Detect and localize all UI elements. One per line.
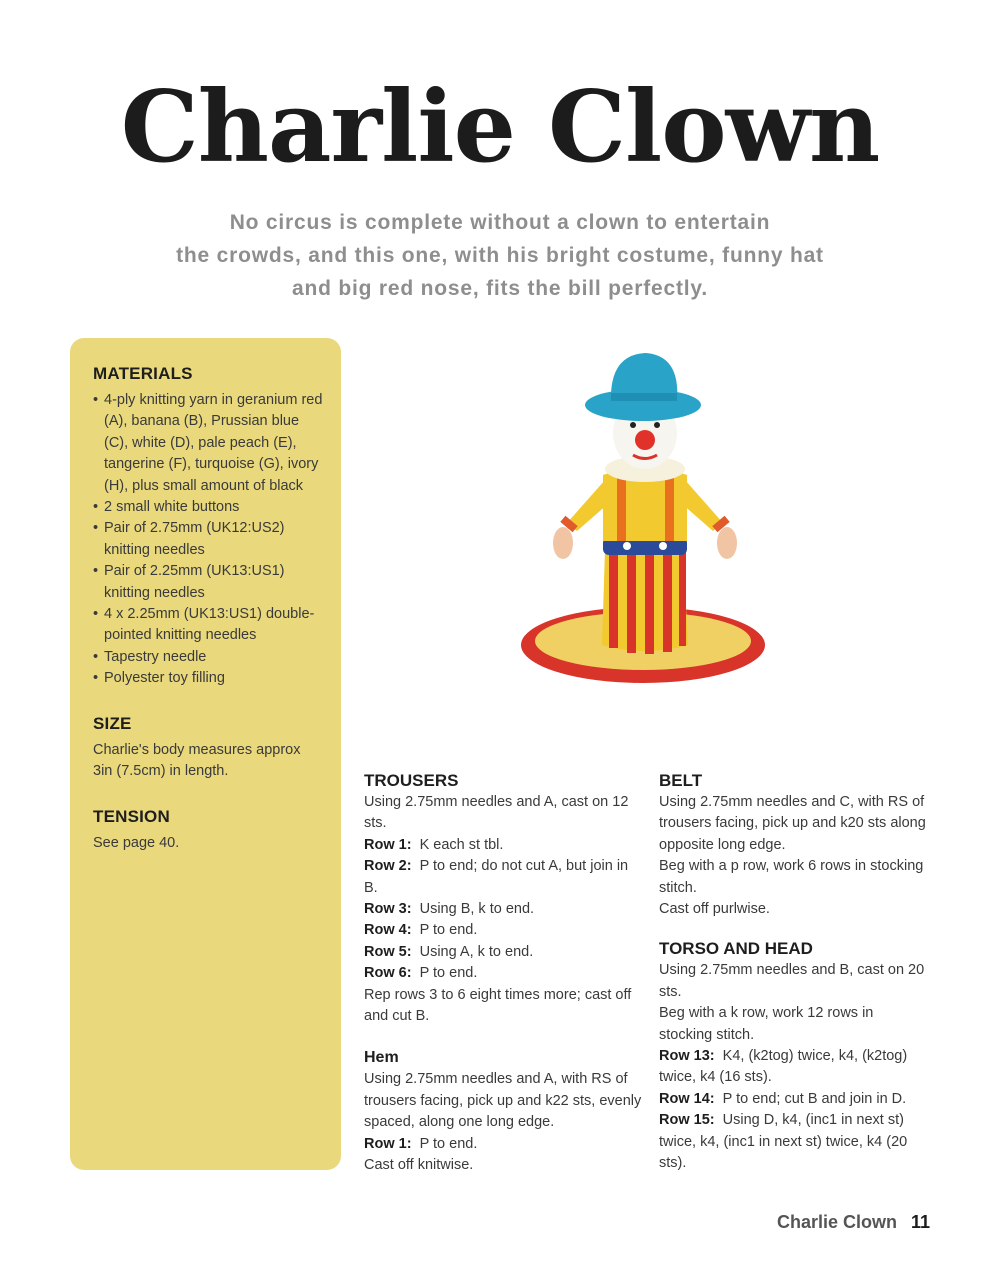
- materials-item: • Polyester toy filling: [93, 668, 323, 689]
- right-hand: [717, 527, 737, 559]
- intro-line-1: No circus is complete without a clown to entertain: [229, 211, 771, 234]
- belt-text-3: Cast off purlwise.: [659, 901, 770, 918]
- materials-item: • Tapestry needle: [93, 647, 323, 668]
- page-title: Charlie Clown: [120, 70, 880, 185]
- belt-text-2: Beg with a p row, work 6 rows in stocking stitch.: [659, 858, 924, 896]
- materials-item: • Pair of 2.25mm (UK13:US1) knitting needles: [93, 561, 323, 604]
- hem-intro: Using 2.75mm needles and A, with RS of trousers facing, pick up and k22 sts, evenly spaced, along one long edge.: [364, 1071, 642, 1131]
- page-number: 11: [910, 1212, 930, 1232]
- torso-text-2: Beg with a k row, work 12 rows in stocking stitch.: [659, 1005, 874, 1043]
- trousers-row: Row 1: K each st tbl.: [364, 836, 504, 853]
- right-brace: [665, 473, 674, 541]
- red-nose: [635, 430, 655, 450]
- clown-photo: [505, 345, 785, 690]
- torso-text-1: Using 2.75mm needles and B, cast on 20 sts.: [659, 962, 925, 1000]
- tension-heading: TENSION: [93, 806, 170, 826]
- intro-line-2: the crowds, and this one, with his bright costume, funny hat: [176, 244, 824, 267]
- intro-text: [120, 206, 880, 305]
- intro-line-3: and big red nose, fits the bill perfectly.: [292, 277, 708, 300]
- trousers-row: Row 4: P to end.: [364, 922, 478, 939]
- torso-row: Row 14: P to end; cut B and join in D.: [659, 1090, 907, 1107]
- hem-row: Row 1: P to end.: [364, 1135, 478, 1152]
- materials-list: [93, 390, 323, 690]
- torso-heading: TORSO AND HEAD: [659, 939, 813, 959]
- trousers-row: Row 5: Using A, k to end.: [364, 943, 534, 960]
- size-text: Charlie's body measures approx 3in (7.5cm) in length.: [93, 741, 301, 780]
- page-footer: [777, 1212, 930, 1233]
- materials-panel: [70, 338, 341, 1170]
- trousers-intro: Using 2.75mm needles and A, cast on 12 sts.: [364, 794, 629, 832]
- trousers-outro: Rep rows 3 to 6 eight times more; cast off and cut B.: [364, 986, 632, 1025]
- button-right: [659, 542, 667, 550]
- left-hand: [553, 527, 573, 559]
- button-left: [623, 542, 631, 550]
- footer-title: Charlie Clown: [776, 1212, 897, 1232]
- hem-heading: Hem: [364, 1049, 399, 1067]
- materials-item: • 2 small white buttons: [93, 497, 323, 518]
- materials-heading: MATERIALS: [93, 364, 193, 383]
- belt-torso-column: [659, 770, 929, 1175]
- size-heading: SIZE: [93, 713, 132, 733]
- tension-text: See page 40.: [93, 834, 180, 851]
- trousers-row: Row 3: Using B, k to end.: [364, 901, 535, 918]
- belt-text-1: Using 2.75mm needles and C, with RS of trousers facing, pick up and k20 sts along opposite long edge.: [659, 794, 926, 853]
- trousers-row: Row 2: P to end; do not cut A, but join in B.: [364, 858, 629, 896]
- torso-row: Row 13: K4, (k2tog) twice, k4, (k2tog) twice, k4 (16 sts).: [659, 1048, 908, 1086]
- trousers-heading: TROUSERS: [364, 771, 459, 790]
- hem-outro: Cast off knitwise.: [364, 1157, 474, 1174]
- trousers-column: [364, 770, 644, 1177]
- left-brace: [617, 473, 626, 541]
- hat-band: [611, 393, 677, 401]
- materials-item: • Pair of 2.75mm (UK12:US2) knitting needles: [93, 518, 323, 561]
- torso-row: Row 15: Using D, k4, (inc1 in next st) twice, k4, (inc1 in next st) twice, k4 (20 sts).: [659, 1112, 908, 1172]
- right-eye: [654, 422, 660, 428]
- trousers-row: Row 6: P to end.: [364, 965, 478, 982]
- materials-item: • 4-ply knitting yarn in geranium red (A), banana (B), Prussian blue (C), white (D), pale peach (E), tangerine (F), turquoise (G), ivory (H), plus small amount of black: [93, 390, 323, 497]
- left-eye: [630, 422, 636, 428]
- materials-item: • 4 x 2.25mm (UK13:US1) double-pointed knitting needles: [93, 604, 323, 647]
- belt-heading: BELT: [659, 771, 703, 790]
